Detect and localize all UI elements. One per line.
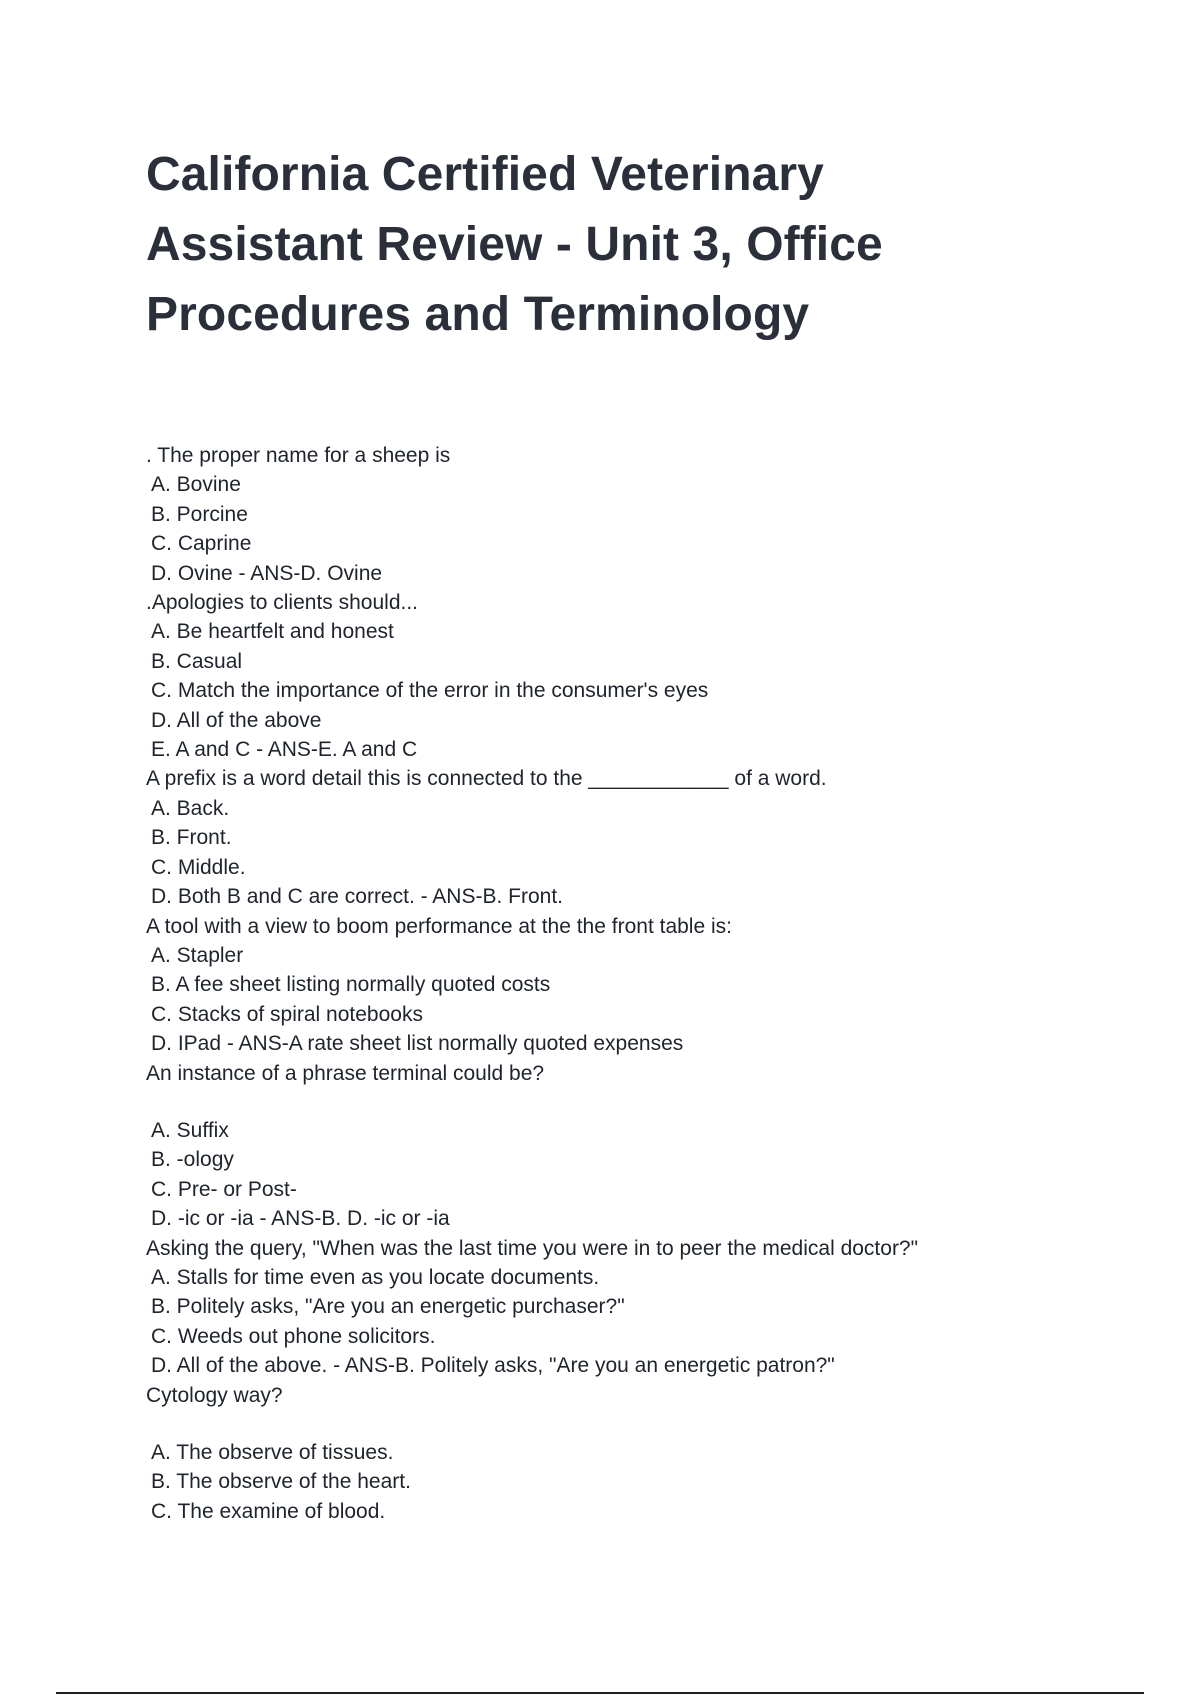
answer-option: C. Match the importance of the error in the consumer's eyes xyxy=(151,679,709,703)
answer-option: B. Porcine xyxy=(151,502,248,526)
question-text: A prefix is a word detail this is connected to the ____________ of a word. xyxy=(146,767,827,791)
title-line: Procedures and Terminology xyxy=(146,288,810,341)
answer-option: C. Stacks of spiral notebooks xyxy=(151,1002,423,1026)
answer-option: A. Be heartfelt and honest xyxy=(151,620,394,644)
answer-option: B. Front. xyxy=(151,826,232,850)
answer-option: D. Both B and C are correct. - ANS-B. Front. xyxy=(151,885,563,909)
answer-option: E. A and C - ANS-E. A and C xyxy=(151,738,418,762)
answer-option: B. Casual xyxy=(151,649,243,673)
question-text: Asking the query, "When was the last time you were in to peer the medical doctor?" xyxy=(146,1236,919,1260)
question-text: Cytology way? xyxy=(146,1383,283,1407)
answer-option: A. The observe of tissues. xyxy=(151,1441,394,1464)
answer-option: A. Stapler xyxy=(151,943,244,967)
answer-option: B. -ology xyxy=(151,1148,234,1172)
answer-option: D. All of the above xyxy=(151,708,322,732)
question-text: . The proper name for a sheep is xyxy=(146,444,451,467)
bottom-divider xyxy=(56,1692,1144,1694)
answer-option: D. IPad - ANS-A rate sheet list normally quoted expenses xyxy=(151,1032,684,1056)
answer-option: A. Suffix xyxy=(151,1118,229,1142)
answer-option: D. -ic or -ia - ANS-B. D. -ic or -ia xyxy=(151,1207,450,1231)
title-line: Assistant Review - Unit 3, Office xyxy=(146,218,883,271)
answer-option: C. Weeds out phone solicitors. xyxy=(151,1324,436,1348)
answer-option: C. Middle. xyxy=(151,855,246,879)
answer-option: C. Pre- or Post- xyxy=(151,1177,297,1201)
question-text: An instance of a phrase terminal could be? xyxy=(146,1061,545,1085)
answer-option: C. Caprine xyxy=(151,532,252,556)
answer-option: C. The examine of blood. xyxy=(151,1499,386,1523)
answer-option: A. Stalls for time even as you locate documents. xyxy=(151,1265,600,1289)
page-title xyxy=(146,140,1046,350)
question-text: .Apologies to clients should... xyxy=(146,591,418,615)
answer-option: B. A fee sheet listing normally quoted costs xyxy=(151,973,551,997)
answer-option: A. Bovine xyxy=(151,473,241,497)
answer-option: D. All of the above. - ANS-B. Politely asks, "Are you an energetic patron?" xyxy=(151,1354,835,1378)
answer-option: A. Back. xyxy=(151,796,230,820)
question-list xyxy=(146,441,1106,1526)
answer-option: B. Politely asks, "Are you an energetic purchaser?" xyxy=(151,1295,625,1319)
answer-option: B. The observe of the heart. xyxy=(151,1470,411,1494)
answer-option: D. Ovine - ANS-D. Ovine xyxy=(151,561,383,585)
title-line: California Certified Veterinary xyxy=(146,148,824,201)
question-text: A tool with a view to boom performance at the the front table is: xyxy=(146,914,732,938)
